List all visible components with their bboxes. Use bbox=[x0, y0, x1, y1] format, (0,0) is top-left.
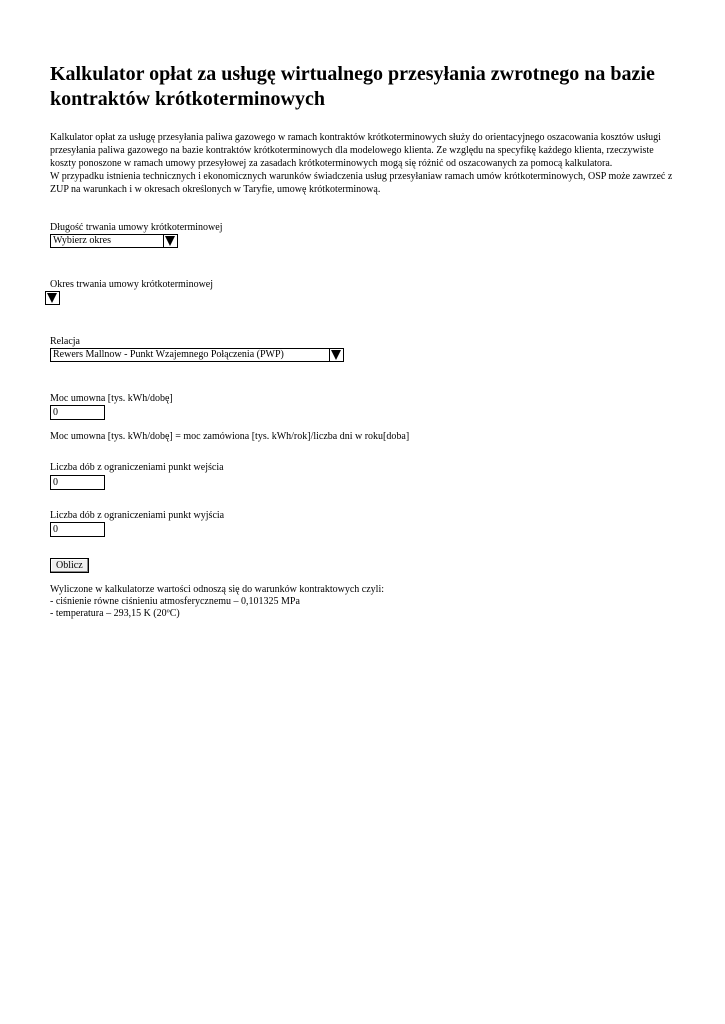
chevron-down-icon bbox=[163, 235, 177, 247]
relation-label: Relacja bbox=[50, 336, 80, 347]
intro-paragraph-2: W przypadku istnienia technicznych i ekonomicznych warunków świadczenia usług przesyłaniaw ramach umów krótkoterminowych, OSP może zawrzeć z ZUP na warunkach i w okresach określonych w Taryfie, umowę krótkoterminową. bbox=[50, 171, 673, 195]
page-title: Kalkulator opłat za usługę wirtualnego przesyłania zwrotnego na bazie kontraktów krótkoterminowych bbox=[50, 63, 655, 110]
entry-days-input[interactable]: 0 bbox=[50, 475, 105, 490]
intro-text bbox=[50, 131, 680, 196]
chevron-down-icon bbox=[329, 349, 343, 361]
duration-select[interactable] bbox=[50, 234, 178, 248]
chevron-down-icon bbox=[45, 292, 59, 304]
period-select[interactable] bbox=[45, 291, 60, 305]
notes-line-3: - temperatura – 293,15 K (20ºC) bbox=[50, 608, 180, 619]
capacity-label: Moc umowna [tys. kWh/dobę] bbox=[50, 393, 173, 404]
relation-select[interactable] bbox=[50, 348, 344, 362]
exit-days-input[interactable]: 0 bbox=[50, 522, 105, 537]
period-label: Okres trwania umowy krótkoterminowej bbox=[50, 279, 214, 290]
duration-label: Długość trwania umowy krótkoterminowej bbox=[50, 222, 223, 233]
notes-line-1: Wyliczone w kalkulatorze wartości odnoszą się do warunków kontraktowych czyli: bbox=[50, 584, 385, 595]
calculate-button[interactable]: Oblicz bbox=[50, 558, 89, 573]
intro-paragraph-1: Kalkulator opłat za usługę przesyłania paliwa gazowego w ramach kontraktów krótkoterminowych służy do orientacyjnego oszacowania kosztów usługi przesyłania paliwa gazowego na bazie kontraktów krótkoterminowych dla modelowego klienta. Ze względu na specyfikę każdego klienta, rzeczywiste koszty ponoszone w ramach umowy przesyłowej za zasadach krótkoterminowych mogą się różnić od oszacowanych za pomocą kalkulatora. bbox=[50, 132, 661, 169]
duration-select-value: Wybierz okres bbox=[53, 235, 111, 246]
capacity-formula: Moc umowna [tys. kWh/dobę] = moc zamówiona [tys. kWh/rok]/liczba dni w roku[doba] bbox=[50, 431, 410, 442]
exit-days-label: Liczba dób z ograniczeniami punkt wyjścia bbox=[50, 510, 225, 521]
entry-days-label: Liczba dób z ograniczeniami punkt wejścia bbox=[50, 462, 224, 473]
capacity-input[interactable]: 0 bbox=[50, 405, 105, 420]
relation-select-value: Rewers Mallnow - Punkt Wzajemnego Połączenia (PWP) bbox=[53, 349, 284, 360]
notes-line-2: - ciśnienie równe ciśnieniu atmosferycznemu – 0,101325 MPa bbox=[50, 596, 300, 607]
conditions-notes bbox=[50, 584, 384, 620]
